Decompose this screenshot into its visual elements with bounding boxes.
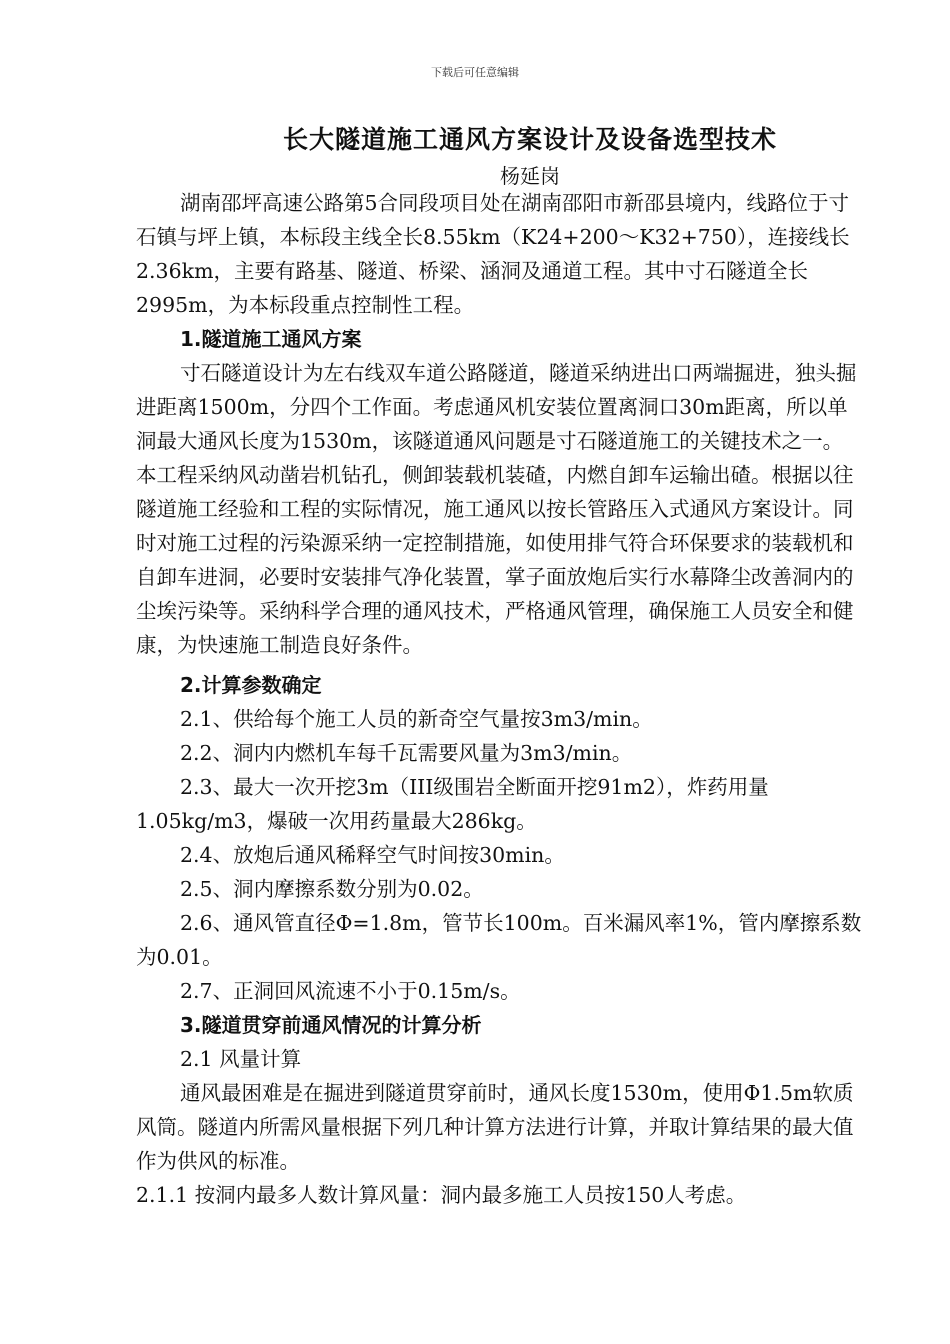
param-2-3: 2.3、最大一次开挖3m（III级围岩全断面开挖91m2），炸药用量1.05kg/m3，爆破一次用药量最大286kg。 (136, 775, 769, 833)
param-2-6: 2.6、通风管直径Φ=1.8m，管节长100m。百米漏风率1%，管内摩擦系数为0.01。 (136, 911, 862, 969)
paragraph-2-1-1: 2.1.1 按洞内最多人数计算风量：洞内最多施工人员按150人考虑。 (136, 1183, 747, 1207)
document-title: 长大隧道施工通风方案设计及设备选型技术 (282, 125, 777, 154)
section-heading-3: 3.隧道贯穿前通风情况的计算分析 (180, 1013, 482, 1037)
param-2-2: 2.2、洞内内燃机车每千瓦需要风量为3m3/min。 (180, 741, 633, 765)
author-name: 杨延岗 (500, 164, 560, 188)
section-heading-2: 2.计算参数确定 (180, 673, 322, 697)
param-2-7: 2.7、正洞回风流速不小于0.15m/s。 (180, 979, 521, 1003)
paragraph-intro: 湖南邵坪高速公路第5合同段项目处在湖南邵阳市新邵县境内，线路位于寸石镇与坪上镇，本标段主线全长8.55km（K24+200～K32+750），连接线长2.36km，主要有路基、隧道、桥梁、涵洞及通道工程。其中寸石隧道全长2995m，为本标段重点控制性工程。 (136, 191, 850, 317)
param-2-5: 2.5、洞内摩擦系数分别为0.02。 (180, 877, 484, 901)
paragraph-ventilation-plan: 寸石隧道设计为左右线双车道公路隧道，隧道采纳进出口两端掘进，独头掘进距离1500m，分四个工作面。考虑通风机安装位置离洞口30m距离，所以单洞最大通风长度为1530m，该隧道通风问题是寸石隧道施工的关键技术之一。本工程采纳风动凿岩机钻孔，侧卸装载机装碴，内燃自卸车运输出碴。根据以往隧道施工经验和工程的实际情况，施工通风以按长管路压入式通风方案设计。同时对施工过程的污染源采纳一定控制措施，如使用排气符合环保要求的装载机和自卸车进洞，必要时安装排气净化装置，掌子面放炮后实行水幕降尘改善洞内的尘埃污染等。采纳科学合理的通风技术，严格通风管理，确保施工人员安全和健康，为快速施工制造良好条件。 (136, 361, 857, 657)
document-body (136, 186, 862, 1212)
subsection-heading-2-1: 2.1 风量计算 (180, 1047, 302, 1071)
param-2-1: 2.1、供给每个施工人员的新奇空气量按3m3/min。 (180, 707, 653, 731)
section-heading-1: 1.隧道施工通风方案 (180, 327, 362, 351)
page-header-note: 下载后可任意编辑 (431, 66, 519, 79)
paragraph-air-volume: 通风最困难是在掘进到隧道贯穿前时，通风长度1530m，使用Φ1.5m软质风筒。隧道内所需风量根据下列几种计算方法进行计算，并取计算结果的最大值作为供风的标准。 (136, 1081, 854, 1173)
param-2-4: 2.4、放炮后通风稀释空气时间按30min。 (180, 843, 565, 867)
